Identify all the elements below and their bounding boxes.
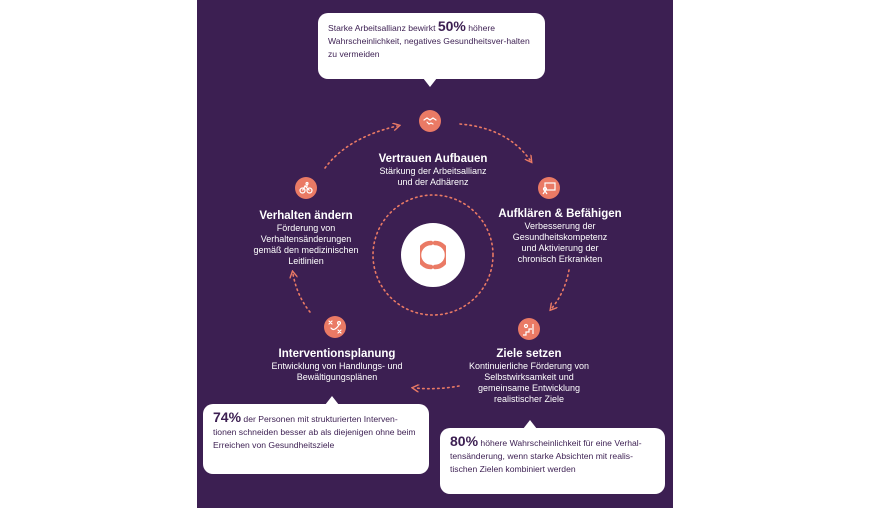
presentation-icon [538, 177, 560, 199]
callout-top-stat: 50% [437, 18, 466, 34]
strategy-plan-icon [324, 316, 346, 338]
stage-title: Interventionsplanung [278, 348, 396, 360]
callout-right-text: höhere Wahrscheinlichkeit für eine Verhal-tensänderung, wenn starke Absichten mit realis-tischen Zielen kombiniert werden [450, 438, 642, 474]
callout-top [318, 13, 545, 79]
stairs-goal-icon [518, 318, 540, 340]
brand-logo-icon [401, 223, 465, 287]
callout-top-pointer [423, 78, 437, 87]
handshake-icon [419, 110, 441, 132]
stage-desc: Kontinuierliche Förderung von Selbstwirksamkeit und gemeinsame Entwicklung realistischer Ziele [468, 361, 590, 404]
stage-planning [270, 347, 404, 383]
bicycle-icon [295, 177, 317, 199]
stage-desc: Förderung von Verhaltensänderungen gemäß den medizinischen Leitlinien [253, 223, 359, 266]
callout-left-text: der Personen mit strukturierten Interven-tionen schneiden besser ab als diejenigen ohne beim Erreichen von Gesundheitsziele [213, 414, 416, 450]
arrow-goals-to-planning [415, 386, 459, 389]
stage-behavior [246, 209, 366, 267]
arrow-educate-to-goals [552, 270, 569, 308]
callout-right-stat: 80% [450, 433, 479, 449]
stage-title: Verhalten ändern [259, 210, 353, 222]
stage-desc: Verbesserung der Gesundheitskompetenz und Aktivierung der chronisch Erkrankten [512, 221, 608, 264]
callout-left-pointer [325, 396, 339, 405]
callout-left [203, 404, 429, 474]
stage-goals [463, 347, 595, 405]
callout-top-text-b: höhere Wahrscheinlichkeit, negatives Gesundheitsver-halten zu vermeiden [328, 23, 530, 59]
stage-desc: Entwicklung von Handlungs- und Bewältigungsplänen [271, 361, 403, 382]
callout-right [440, 428, 665, 494]
callout-left-stat: 74% [213, 409, 242, 425]
stage-educate [490, 207, 630, 265]
stage-trust [362, 152, 504, 188]
stage-desc: Stärkung der Arbeitsallianz und der Adhärenz [379, 166, 487, 187]
callout-right-pointer [523, 420, 537, 429]
callout-top-text-a: Starke Arbeitsallianz bewirkt [328, 23, 438, 33]
stage-title: Aufklären & Befähigen [498, 208, 622, 220]
stage-title: Vertrauen Aufbauen [378, 153, 488, 165]
arrow-planning-to-behavior [293, 274, 310, 312]
stage-title: Ziele setzen [496, 348, 562, 360]
